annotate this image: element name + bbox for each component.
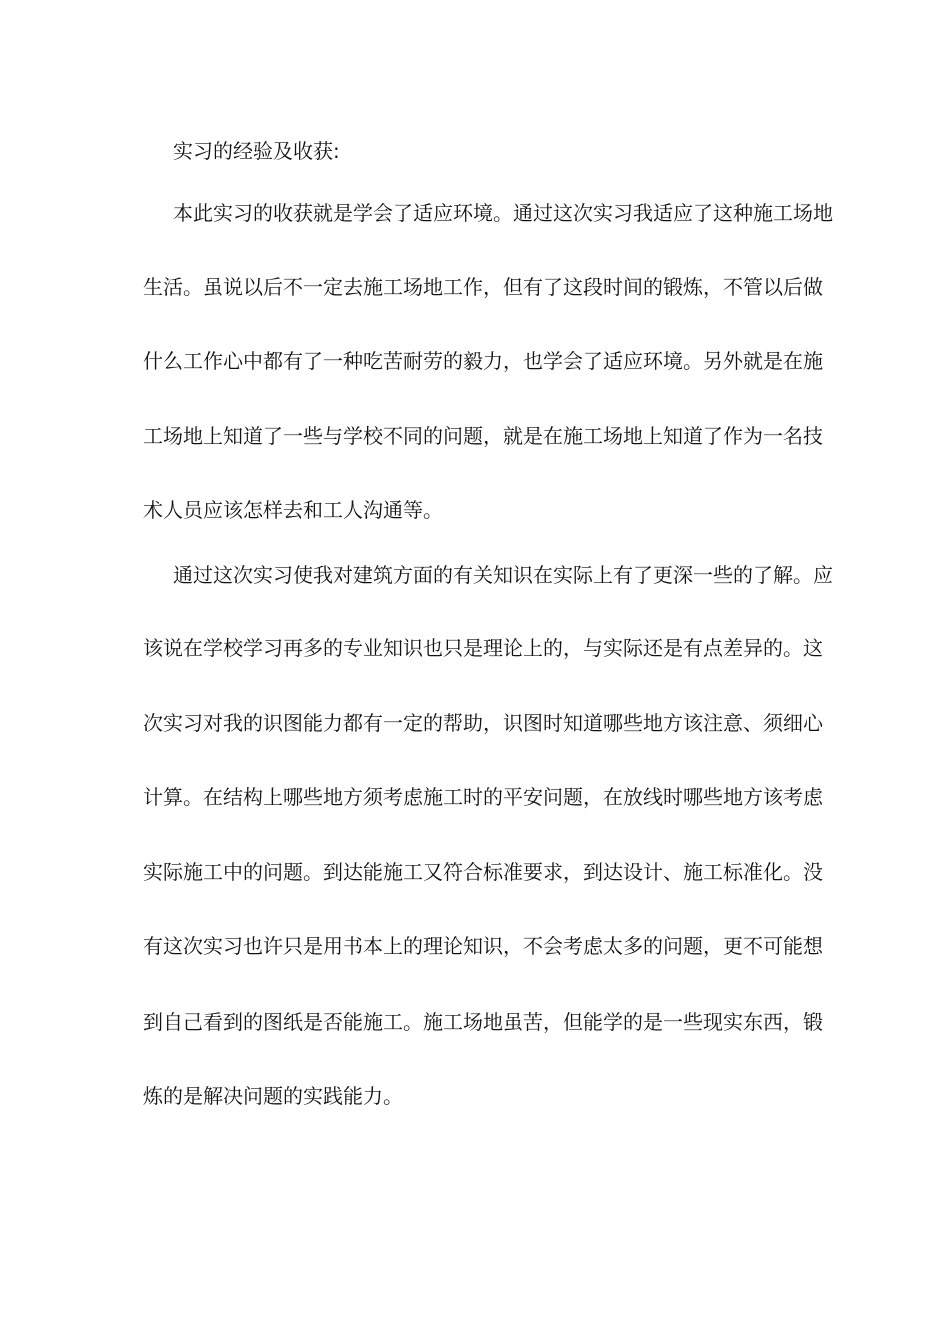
paragraph-2-line-7: 到自己看到的图纸是否能施工。施工场地虽苦，但能学的是一些现实东西，锻 [143, 1010, 823, 1034]
paragraph-1-line-4: 工场地上知道了一些与学校不同的问题，就是在施工场地上知道了作为一名技 [143, 424, 823, 448]
paragraph-2-line-8: 炼的是解决问题的实践能力。 [143, 1084, 403, 1108]
paragraph-2-line-1: 通过这次实习使我对建筑方面的有关知识在实际上有了更深一些的了解。应 [173, 563, 833, 587]
paragraph-1-line-1: 本此实习的收获就是学会了适应环境。通过这次实习我适应了这种施工场地 [173, 201, 833, 225]
paragraph-1-line-5: 术人员应该怎样去和工人沟通等。 [143, 498, 443, 522]
paragraph-1-line-3: 什么工作心中都有了一种吃苦耐劳的毅力，也学会了适应环境。另外就是在施 [143, 349, 823, 373]
paragraph-2-line-4: 计算。在结构上哪些地方须考虑施工时的平安问题，在放线时哪些地方该考虑 [143, 785, 823, 809]
paragraph-2-line-3: 次实习对我的识图能力都有一定的帮助，识图时知道哪些地方该注意、须细心 [143, 711, 823, 735]
paragraph-1-line-2: 生活。虽说以后不一定去施工场地工作，但有了这段时间的锻炼，不管以后做 [143, 275, 823, 299]
paragraph-2-line-2: 该说在学校学习再多的专业知识也只是理论上的，与实际还是有点差异的。这 [143, 636, 823, 660]
paragraph-2-line-6: 有这次实习也许只是用书本上的理论知识，不会考虑太多的问题，更不可能想 [143, 934, 823, 958]
paragraph-2-line-5: 实际施工中的问题。到达能施工又符合标准要求，到达设计、施工标准化。没 [143, 860, 823, 884]
section-heading: 实习的经验及收获: [173, 139, 340, 163]
